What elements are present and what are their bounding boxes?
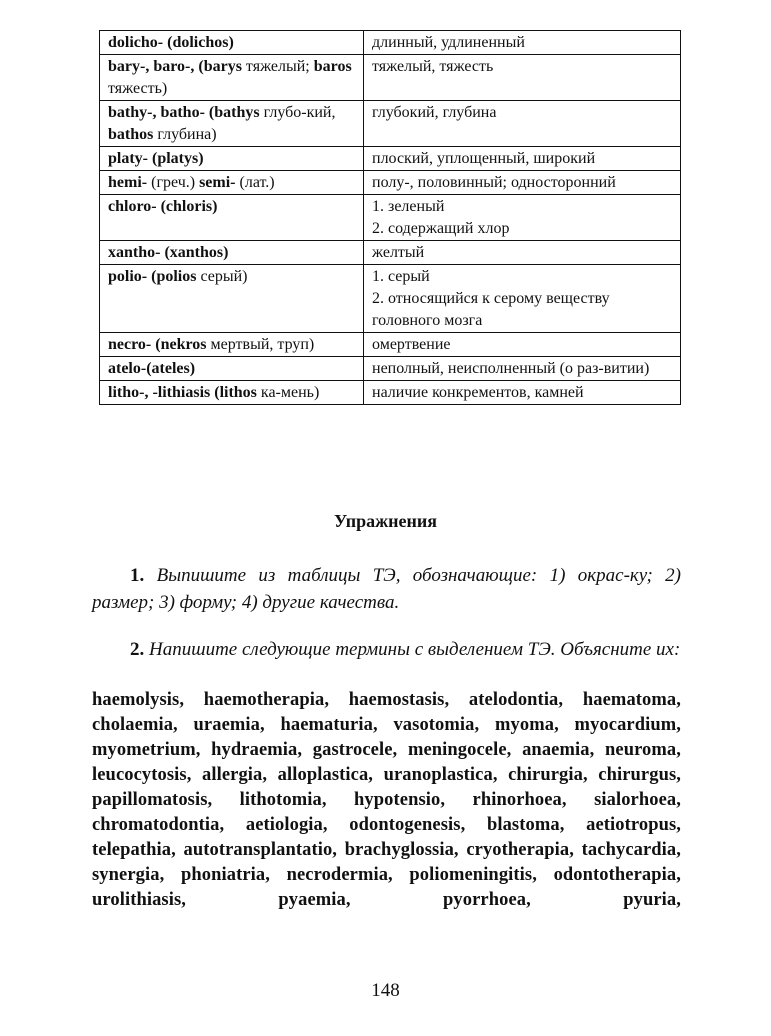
term-extra-gloss: тяжесть): [108, 80, 168, 97]
table-row: [100, 381, 681, 405]
term-element: litho-, -lithiasis (lithos: [108, 384, 257, 401]
table-row: [100, 357, 681, 381]
terms-table-body: [100, 31, 681, 405]
term-element: xantho- (xanthos): [108, 244, 229, 261]
meaning-text: плоский, уплощенный, широкий: [372, 150, 596, 167]
term-gloss: тяжелый;: [241, 58, 310, 75]
meaning-cell: [364, 381, 681, 405]
meaning-text: омертвение: [372, 336, 451, 353]
meaning-text: длинный, удлиненный: [372, 34, 525, 51]
meaning-text: полу-, половинный; односторонний: [372, 174, 616, 191]
table-row: [100, 55, 681, 101]
term-element: dolicho- (dolichos): [108, 34, 234, 51]
meaning-text: тяжелый, тяжесть: [372, 58, 494, 75]
exercise-1-text: Выпишите из таблицы ТЭ, обозначающие: 1) окрас-ку; 2) размер; 3) форму; 4) другие качества.: [92, 565, 681, 613]
exercise-2-text: Напишите следующие термины с выделением ТЭ. Объясните их:: [149, 639, 681, 660]
term-extra-gloss: глубина): [153, 126, 217, 143]
meaning-text: наличие конкрементов, камней: [372, 384, 584, 401]
table-row: [100, 101, 681, 147]
meaning-line: 1. зеленый: [372, 198, 445, 215]
table-row: [100, 147, 681, 171]
meaning-cell: [364, 171, 681, 195]
term-gloss: серый): [196, 268, 248, 285]
meaning-cell: [364, 357, 681, 381]
meaning-line: 2. относящийся к серому веществу головного мозга: [372, 290, 610, 329]
table-row: [100, 265, 681, 333]
term-gloss: глубо-кий,: [259, 104, 336, 121]
term-extra: bathos: [108, 126, 154, 143]
term-cell: [100, 381, 364, 405]
term-cell: [100, 101, 364, 147]
term-cell: [100, 147, 364, 171]
meaning-cell: [364, 195, 681, 241]
term-element: bary-, baro-, (barys: [108, 58, 242, 75]
term-element: platy- (platys): [108, 150, 204, 167]
term-cell: [100, 31, 364, 55]
term-cell: [100, 333, 364, 357]
exercise-1: [92, 562, 681, 616]
meaning-line: 2. содержащий хлор: [372, 220, 510, 237]
exercise-2-number: 2.: [130, 639, 145, 660]
page-number: 148: [371, 980, 400, 1001]
term-element: bathy-, batho- (bathys: [108, 104, 260, 121]
term-extra: baros: [309, 58, 352, 75]
exercise-1-number: 1.: [130, 565, 145, 586]
term-element: polio- (polios: [108, 268, 197, 285]
exercise-2: [92, 636, 681, 663]
table-row: [100, 195, 681, 241]
term-cell: [100, 241, 364, 265]
term-cell: [100, 195, 364, 241]
meaning-line: 1. серый: [372, 268, 430, 285]
meaning-cell: [364, 31, 681, 55]
term-element: hemi-: [108, 174, 148, 191]
term-cell: [100, 265, 364, 333]
meaning-cell: [364, 101, 681, 147]
table-row: [100, 333, 681, 357]
term-element: necro- (nekros: [108, 336, 207, 353]
section-heading: Упражнения: [333, 511, 437, 531]
term-cell: [100, 55, 364, 101]
terms-table: [99, 30, 681, 405]
term-gloss: ка-мень): [256, 384, 320, 401]
term-extra: semi-: [195, 174, 236, 191]
table-row: [100, 31, 681, 55]
table-row: [100, 241, 681, 265]
term-extra-gloss: (лат.): [235, 174, 275, 191]
meaning-cell: [364, 241, 681, 265]
table-row: [100, 171, 681, 195]
meaning-cell: [364, 55, 681, 101]
meaning-cell: [364, 265, 681, 333]
term-element: chloro- (chloris): [108, 198, 218, 215]
meaning-cell: [364, 147, 681, 171]
meaning-text: глубокий, глубина: [372, 104, 497, 121]
meaning-text: неполный, неисполненный (о раз-витии): [372, 360, 650, 377]
meaning-text: желтый: [372, 244, 425, 261]
term-cell: [100, 357, 364, 381]
term-gloss: мертвый, труп): [206, 336, 315, 353]
exercise-2-terms-list: haemolysis, haemotherapia, haemostasis, atelodontia, haematoma, cholaemia, uraemia, haematuria, vasotomia, myoma, myocardium, myometrium, hydraemia, gastrocele, meningocele, anaemia, neuroma, leucocytosis, allergia, alloplastica, uranoplastica, chirurgia, chirurgus, papillomatosis, lithotomia, hypotensio, rhinorhoea, sialorhoea, chromatodontia, aetiologia, odontogenesis, blastoma, aetiotropus, telepathia, autotransplantatio, brachyglossia, cryotherapia, tachycardia, synergia, phoniatria, necrodermia, poliomeningitis, odontotherapia, urolithiasis, pyaemia, pyorrhoea, pyuria,: [92, 690, 681, 910]
term-gloss: (греч.): [147, 174, 196, 191]
meaning-cell: [364, 333, 681, 357]
term-element: atelo-(ateles): [108, 360, 196, 377]
term-cell: [100, 171, 364, 195]
